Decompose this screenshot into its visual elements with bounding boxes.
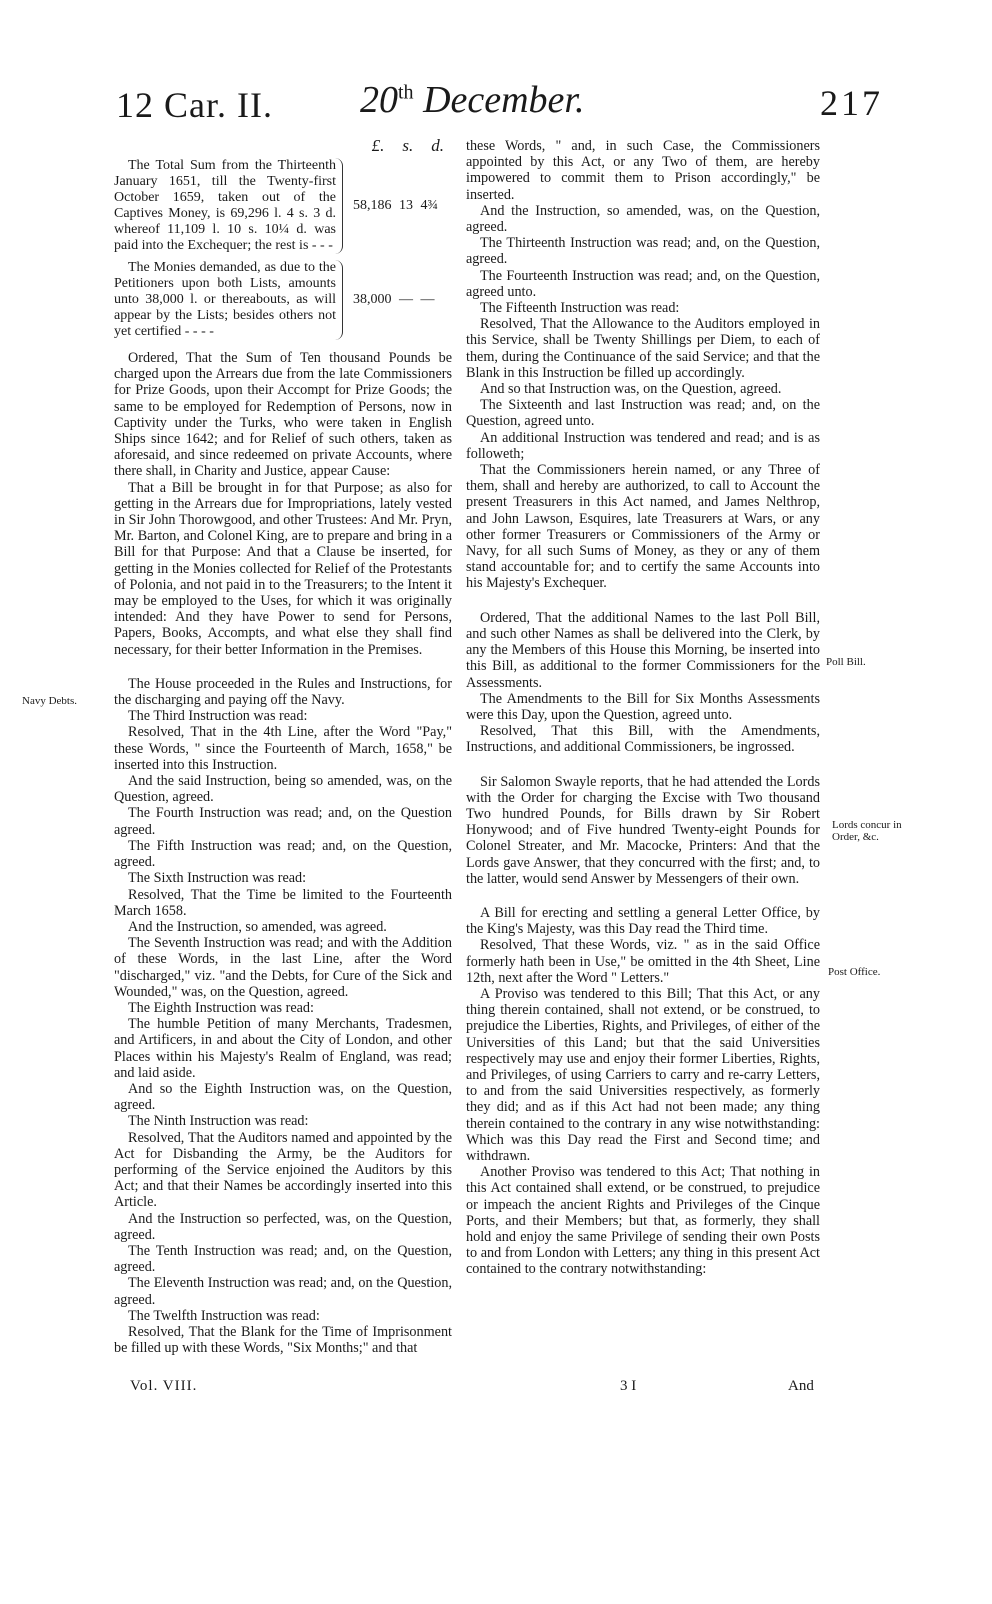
paragraph: The humble Petition of many Merchants, Tradesmen, and Artificers, in and about the City of London, and other Places within his Majesty's Realm of England, was read; and laid aside. bbox=[114, 1016, 452, 1081]
paragraph: Resolved, That this Bill, with the Amendments, Instructions, and additional Commissioners, be ingrossed. bbox=[466, 723, 820, 756]
money-row-text: The Monies demanded, as due to the Petitioners upon both Lists, amounts unto 38,000 l. or thereabouts, as will appear by the Lists; besides others not yet certified - - - - bbox=[114, 260, 343, 340]
page-header bbox=[0, 78, 992, 130]
paragraph: The House proceeded in the Rules and Instructions, for the discharging and paying off the Navy. bbox=[114, 675, 452, 709]
paragraph: And the Instruction, so amended, was, on the Question, agreed. bbox=[466, 202, 820, 236]
catchword: And bbox=[788, 1378, 814, 1394]
left-column bbox=[114, 138, 452, 1356]
paragraph: The Third Instruction was read: bbox=[128, 708, 308, 725]
paragraph: Ordered, That the additional Names to the last Poll Bill, and such other Names as shall be delivered into the Clerk, by any the Members of this House this Morning, be inserted into this Bill, as additional to the former Commissioners for the Assessments. bbox=[466, 609, 820, 691]
paragraph: The Fifteenth Instruction was read: bbox=[480, 300, 680, 317]
paragraph: That a Bill be brought in for that Purpose; as also for getting in the Arrears due for Impropriations, lately vested in Sir John Thorowgood, and other Trustees: And Mr. Pryn, Mr. Barton, and Colonel King, are to prepare and bring in a Bill for that Purpose: And that a Clause be inserted, for getting in the Monies collected for Relief of the Protestants of Polonia, and not paid in to the Treasurers; to the Intent it may be employed to the Uses, for which it was originally intended: And they have Power to send for Persons, Papers, Books, Accompts, and what else they shall find necessary, for their better Information in the Premises. bbox=[114, 479, 452, 658]
paragraph: Another Proviso was tendered to this Act; That nothing in this Act contained shall extend, or be construed, to prejudice or impeach the ancient Rights and Privileges of the Cinque Ports, and their Members; but that, as formerly, they shall hold and enjoy the same Privilege of sending their own Posts to and from London with Letters; any thing in this present Act contained to the contrary notwithstanding: bbox=[466, 1164, 820, 1278]
paragraph: Resolved, That the Blank for the Time of Imprisonment be filled up with these Words, "Six Months;" and that bbox=[114, 1323, 452, 1357]
date-day: 20 bbox=[360, 79, 398, 121]
volume-number: Vol. VIII. bbox=[130, 1378, 198, 1394]
paragraph: A Bill for erecting and settling a general Letter Office, by the King's Majesty, was this Day read the Third time. bbox=[466, 904, 820, 938]
paragraph: The Fifth Instruction was read; and, on the Question, agreed. bbox=[114, 837, 452, 871]
paragraph: The Fourth Instruction was read; and, on the Question agreed. bbox=[114, 805, 452, 838]
paragraph: And so the Eighth Instruction was, on the Question, agreed. bbox=[114, 1080, 452, 1114]
paragraph: The Sixth Instruction was read: bbox=[128, 870, 307, 887]
page-number: 217 bbox=[820, 83, 883, 123]
paragraph: A Proviso was tendered to this Bill; That this Act, or any thing therein contained, shall not extend, or be construed, to prejudice the Liberties, Rights, and Privileges, of either of the Universities of this Land; but that the said Universities respectively may use and enjoy their former Liberties, Rights, and Privileges, of using Carriers to carry and re-carry Letters, to and from the said Universities respectively, as formerly they did; and as if this Act had not been made; any thing therein contained to the contrary in any wise notwithstanding: Which was this Day read the First and Second time; and withdrawn. bbox=[466, 985, 820, 1164]
paragraph: The Thirteenth Instruction was read; and, on the Question, agreed. bbox=[466, 235, 820, 268]
paragraph: The Twelfth Instruction was read: bbox=[128, 1307, 320, 1324]
paragraph: The Ninth Instruction was read: bbox=[128, 1113, 309, 1130]
margin-note-post-office: Post Office. bbox=[828, 966, 881, 978]
paragraph: these Words, " and, in such Case, the Commissioners appointed by this Act, or any Two of them, are hereby impowered to commit them to Prison accordingly," be inserted. bbox=[466, 138, 820, 203]
regnal-year: 12 Car. II. bbox=[116, 85, 273, 125]
paragraph: The Fourteenth Instruction was read; and, on the Question, agreed unto. bbox=[466, 267, 820, 300]
paragraph: And the Instruction so perfected, was, on the Question, agreed. bbox=[114, 1210, 452, 1243]
margin-note-poll-bill: Poll Bill. bbox=[826, 656, 866, 668]
page-date bbox=[360, 78, 585, 122]
money-row bbox=[114, 158, 452, 254]
paragraph: That the Commissioners herein named, or any Three of them, shall and hereby are authorized, to call to Account the present Treasurers in this Act named, and James Nelthrop, and John Lawson, Esquires, late Treasurers at Wars, or any other former Treasurers or Commissioners of the Army or Navy, for all such Sums of Money, as they or any of them stand accountable for; and to certify the same Accounts into his Majesty's Exchequer. bbox=[466, 462, 820, 592]
money-row bbox=[114, 260, 452, 340]
money-table-header bbox=[114, 138, 452, 158]
paragraph: Resolved, That the Allowance to the Auditors employed in this Service, shall be Twenty Shillings per Diem, to each of them, during the Continuance of the said Service; and that the Blank in this Instruction be filled up accordingly. bbox=[466, 316, 820, 381]
money-row-value: 38,000 — — bbox=[353, 291, 435, 307]
money-row-text: The Total Sum from the Thirteenth January 1651, till the Twenty-first October 1659, taken out of the Captives Money, is 69,296 l. 4 s. 3 d. whereof 11,109 l. 10 s. 10¼ d. was paid into the Exchequer; the rest is - - - bbox=[114, 158, 343, 254]
paragraph: And the Instruction, so amended, was agreed. bbox=[128, 918, 387, 935]
paragraph: An additional Instruction was tendered and read; and is as followeth; bbox=[466, 429, 820, 462]
paragraph: Resolved, That the Time be limited to the Fourteenth March 1658. bbox=[114, 886, 452, 919]
paragraph: The Eighth Instruction was read: bbox=[128, 999, 314, 1016]
paragraph: Resolved, That in the 4th Line, after the Word "Pay," these Words, " since the Fourteenth of March, 1658," be inserted into this Instruction. bbox=[114, 724, 452, 773]
right-column bbox=[466, 138, 820, 1278]
paragraph: Resolved, That the Auditors named and appointed by the Act for Disbanding the Army, be the Auditors for performing of the Service enjoined the Auditors by this Act; and that their Names be accordingly inserted into this Article. bbox=[114, 1129, 452, 1211]
paragraph: The Sixteenth and last Instruction was read; and, on the Question, agreed unto. bbox=[466, 397, 820, 430]
paragraph: The Amendments to the Bill for Six Months Assessments were this Day, upon the Question, agreed unto. bbox=[466, 690, 820, 723]
paragraph: The Seventh Instruction was read; and with the Addition of these Words, in the last Line, after the Word "discharged," viz. "and the Debts, for Cure of the Sick and Wounded," was, on the Question, agreed. bbox=[114, 935, 452, 1000]
margin-note-lords-concur: Lords concur in Order, &c. bbox=[832, 819, 902, 843]
paragraph: Sir Salomon Swayle reports, that he had attended the Lords with the Order for charging the Excise with Two thousand Two hundred Pounds, for Bills drawn by Sir Robert Honywood; and of Five hundred Twenty-eight Pounds for Colonel Streater, and Mr. Macocke, Printers: And that the Lords gave Answer, that they concurred with the first; and, to the latter, would send Answer by Messengers of their own. bbox=[466, 773, 820, 887]
date-suffix: th bbox=[398, 81, 414, 104]
paragraph: Resolved, That these Words, viz. " as in the said Office formerly hath been in Use," be omitted in the 4th Sheet, Line 12th, next after the Word " Letters." bbox=[466, 937, 820, 986]
paragraph: The Tenth Instruction was read; and, on the Question, agreed. bbox=[114, 1242, 452, 1276]
paragraph: The Eleventh Instruction was read; and, on the Question, agreed. bbox=[114, 1275, 452, 1308]
paragraph: And the said Instruction, being so amended, was, on the Question, agreed. bbox=[114, 773, 452, 806]
date-month: December. bbox=[423, 79, 585, 121]
paragraph: Ordered, That the Sum of Ten thousand Pounds be charged upon the Arrears due from the late Commissioners for Prize Goods, upon their Accompt for Prize Goods; the same to be employed for Redemption of Persons, now in Captivity under the Turks, who were taken in English Ships since 1642; and for Relief of such others, taken as aforesaid, and since redeemed on private Accounts, where there shall, in Charity and Justice, appear Cause: bbox=[114, 350, 452, 480]
pounds-header: £. bbox=[371, 136, 385, 155]
money-row-value: 58,186 13 4¾ bbox=[353, 197, 438, 213]
signature-mark: 3 I bbox=[620, 1378, 637, 1394]
margin-note-navy-debts: Navy Debts. bbox=[22, 695, 77, 707]
pence-header: d. bbox=[431, 136, 444, 155]
paragraph: And so that Instruction was, on the Question, agreed. bbox=[480, 381, 782, 398]
shillings-header: s. bbox=[402, 136, 414, 155]
